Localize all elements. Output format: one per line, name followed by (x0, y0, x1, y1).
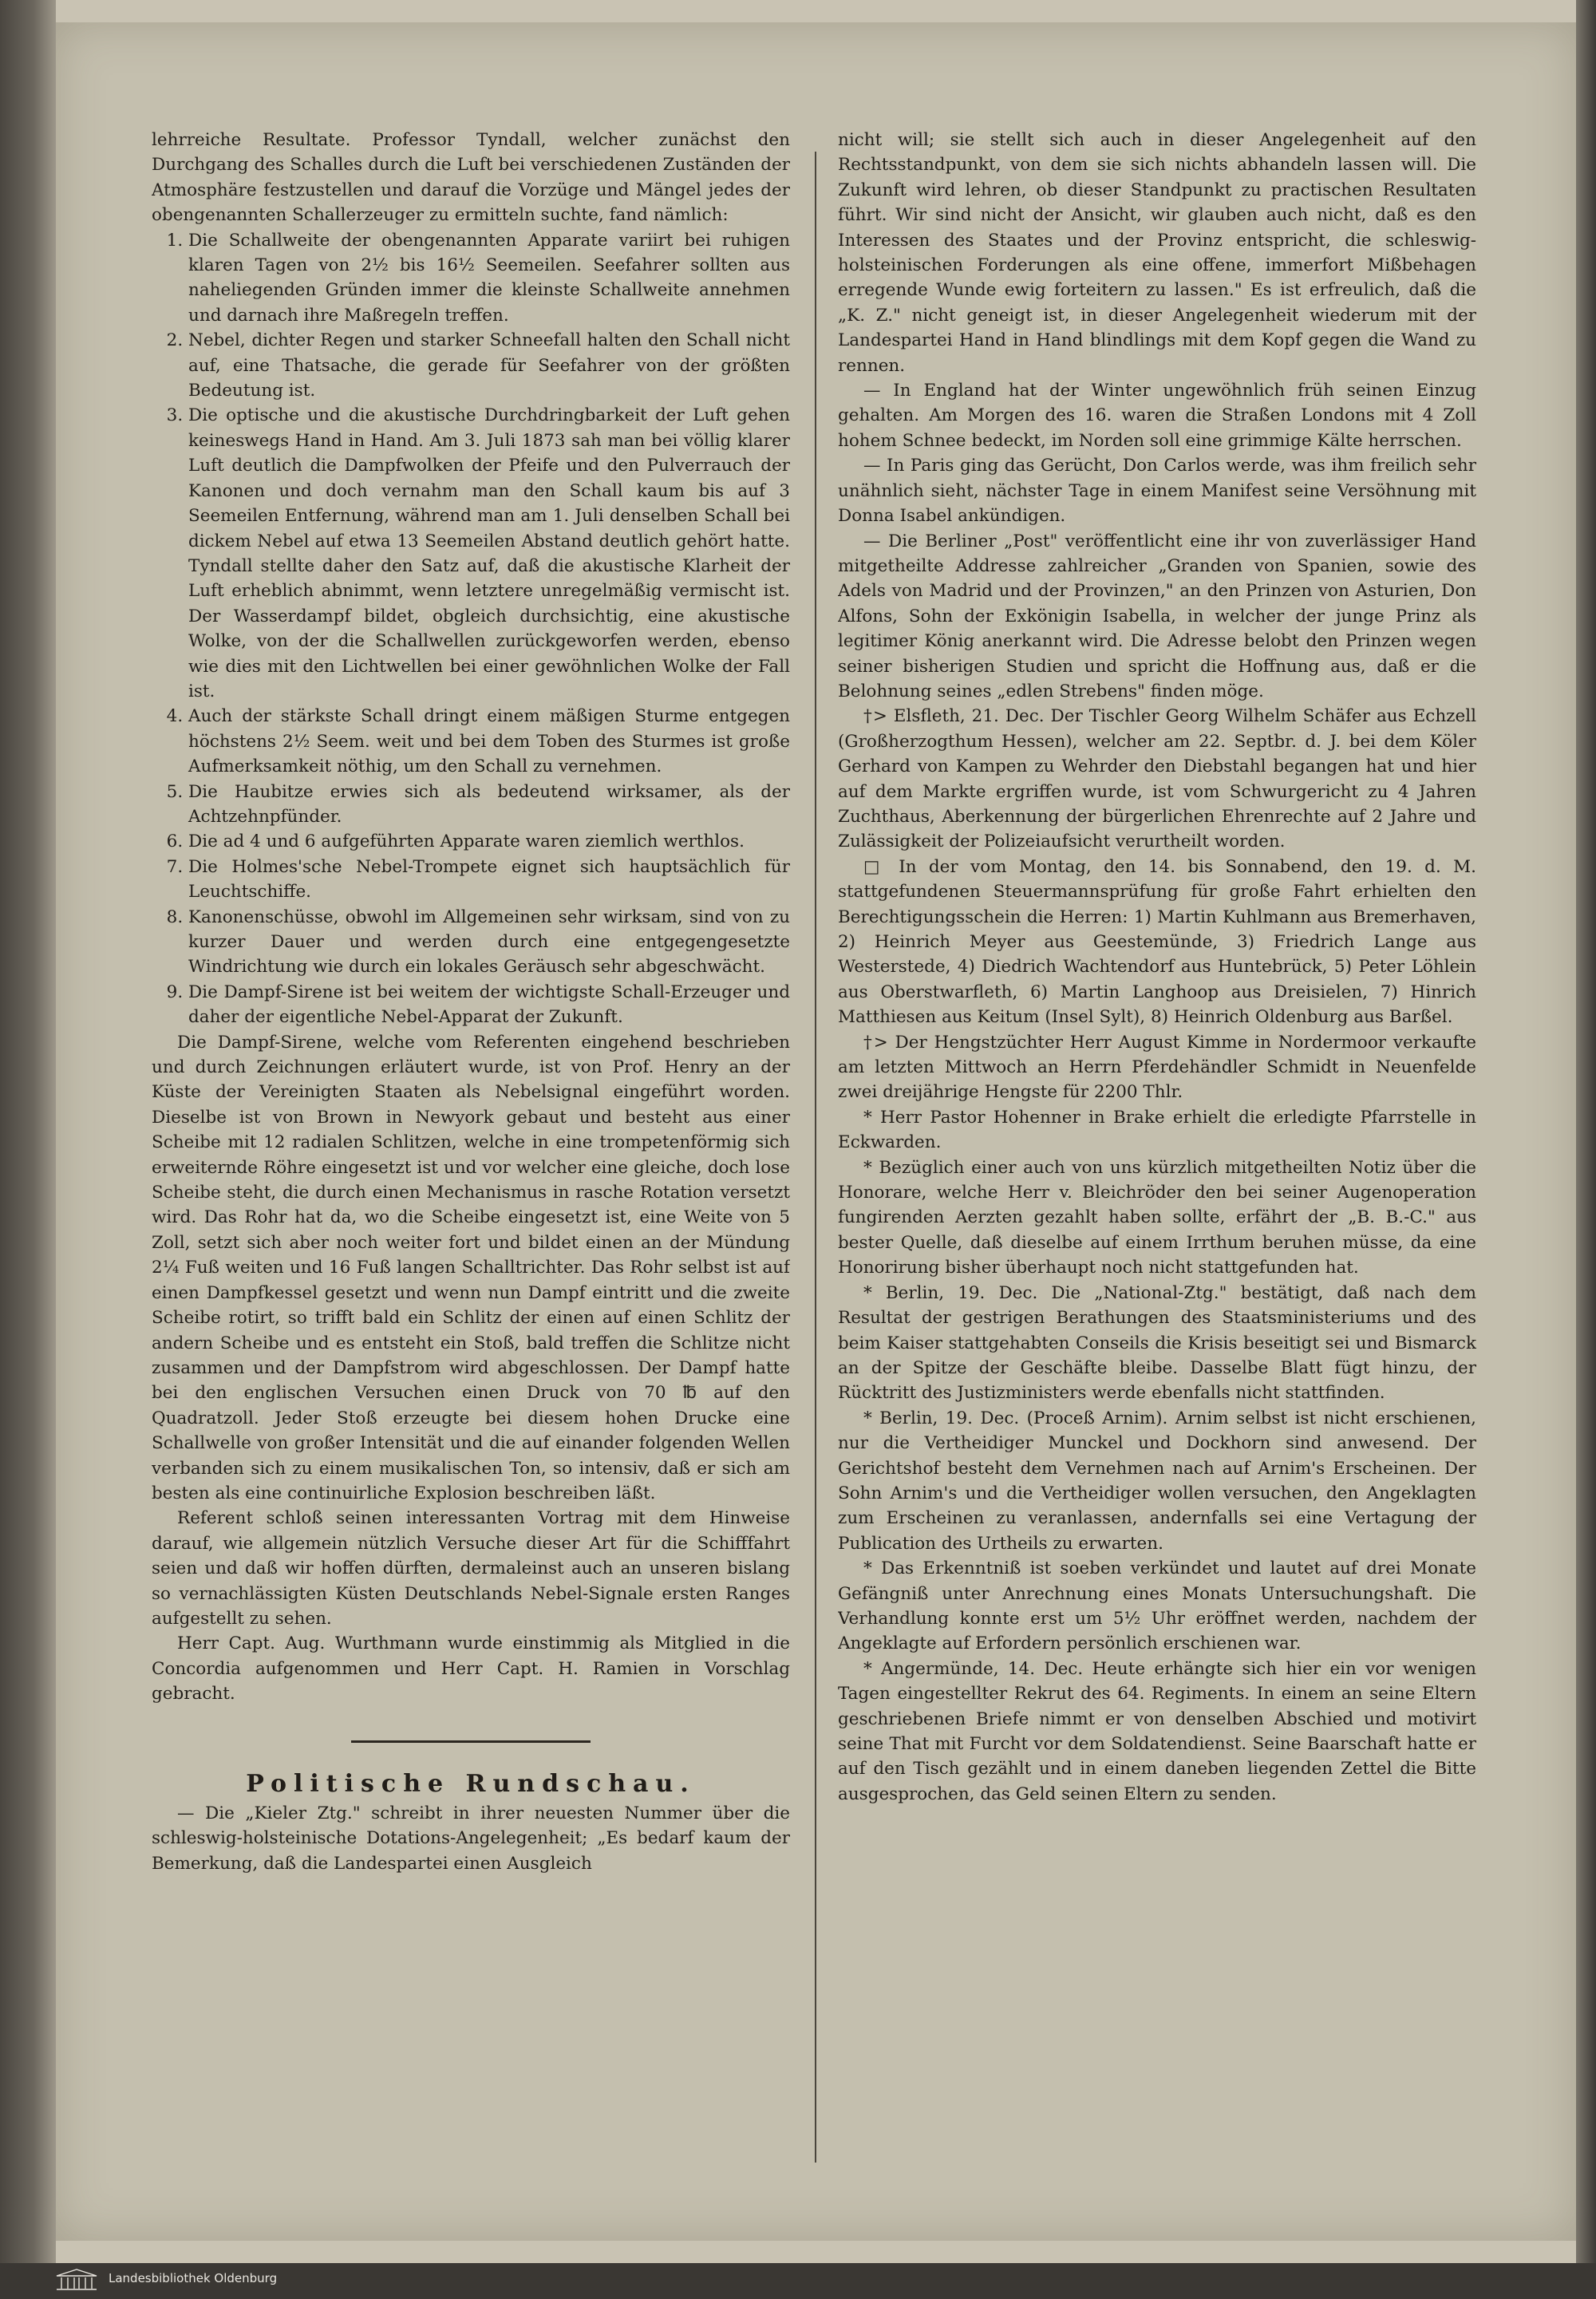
library-building-icon (54, 2268, 99, 2292)
news-paragraph: * Angermünde, 14. Dec. Heute erhängte sich hier ein vor wenigen Tagen eingestellter Rekrut des 64. Regiments. In einem an seine Eltern geschriebenen Briefe nimmt er von denselben Abschied und motivirt seine That mit Furcht vor dem Soldatendienst. Seine Baarschaft hatte er auf den Tisch gezählt und in einem daneben liegenden Zettel die Bitte ausgesprochen, das Geld seinen Eltern zu senden. (838, 1658, 1476, 1804)
finding-item: 4. Auch der stärkste Schall dringt einem mäßigen Sturme entgegen höchstens 2½ Seem. weit und bei dem Toben des Sturmes ist große Aufmerksamkeit nöthig, um den Schall zu vernehmen. (188, 704, 790, 779)
steam-siren-paragraph: Die Dampf-Sirene, welche vom Referenten eingehend beschrieben und durch Zeichnungen erläutert wurde, ist von Prof. Henry an der Küste der Vereinigten Staaten als Nebelsignal eingeführt worden. Dieselbe ist von Brown in Newyork gebaut und besteht aus einer Scheibe mit 12 radialen Schlitzen, welche in eine trompetenförmig sich erweiternde Röhre eingesetzt ist und vor welcher eine gleiche, doch lose Scheibe steht, die durch einen Mechanismus in rasche Rotation versetzt wird. Das Rohr hat da, wo die Scheibe eingesetzt ist, eine Weite von 5 Zoll, setzt sich aber noch weiter fort und bildet einen an der Mündung 2¼ Fuß weiten und 16 Fuß langen Schalltrichter. Das Rohr selbst ist auf einen Dampfkessel gesetzt und wenn nun Dampf eintritt und die zweite Scheibe rotirt, so trifft bald ein Schlitz der einen auf einen Schlitz der andern Scheibe und es entsteht ein Stoß, bald treffen die Schlitze nicht zusammen und der Dampfstrom wird abgeschlossen. Der Dampf hatte bei den englischen Versuchen einen Druck von 70 ℔ auf den Quadratzoll. Jeder Stoß erzeugte bei diesem hohen Drucke eine Schallwelle von großer Intensität und die auf einander folgenden Wellen verbanden sich zu einem musikalischen Ton, so intensiv, daß er sich am besten als eine continuirliche Explosion beschreiben läßt. (152, 1032, 790, 1503)
column-divider (815, 152, 816, 2163)
news-paragraph: * Berlin, 19. Dec. (Proceß Arnim). Arnim selbst ist nicht erschienen, nur die Vertheidiger Munckel und Dockhorn sind anwesend. Der Gerichtshof besteht dem Vernehmen nach auf Arnim's Erscheinen. Der Sohn Arnim's und die Vertheidiger wollen versuchen, den Angeklagten zum Erscheinen zu veranlassen, andernfalls sei eine Vertagung der Publication des Urtheils zu erwarten. (838, 1408, 1476, 1554)
intro-paragraph: lehrreiche Resultate. Professor Tyndall, welcher zunächst den Durchgang des Schalles durch die Luft bei verschiedenen Zuständen der Atmosphäre festzustellen und darauf die Vorzüge und Mängel jedes der obengenannten Schallerzeuger zu ermitteln suchte, fand nämlich: (152, 130, 790, 226)
finding-item: 1. Die Schallweite der obengenannten Apparate variirt bei ruhigen klaren Tagen von 2½ bis 16½ Seemeilen. Seefahrer sollten aus naheliegenden Gründen immer die kleinste Schallweite annehmen und darnach ihre Maßregeln treffen. (188, 228, 790, 329)
news-paragraph: — In England hat der Winter ungewöhnlich früh seinen Einzug gehalten. Am Morgen des 16. waren die Straßen Londons mit 4 Zoll hohem Schnee bedeckt, im Norden soll eine grimmige Kälte herrschen. (838, 381, 1476, 451)
news-paragraph: †> Der Hengstzüchter Herr August Kimme in Nordermoor verkaufte am letzten Mittwoch an Herrn Pferdehändler Schmidt in Neuenfelde zwei dreijährige Hengste für 2200 Thlr. (838, 1032, 1476, 1103)
section-heading: Politische Rundschau. (246, 1769, 696, 1798)
kieler-ztg-paragraph: — Die „Kieler Ztg." schreibt in ihrer neuesten Nummer über die schleswig-holsteinische Dotations-Angelegenheit; „Es bedarf kaum der Bemerkung, daß die Landespartei einen Ausgleich (152, 1803, 790, 1874)
news-paragraph: — In Paris ging das Gerücht, Don Carlos werde, was ihm freilich sehr unähnlich sieht, nächster Tage in einem Manifest seine Versöhnung mit Donna Isabel ankündigen. (838, 456, 1476, 527)
finding-item: 5. Die Haubitze erwies sich als bedeutend wirksamer, als der Achtzehnpfünder. (188, 780, 790, 830)
news-paragraph: nicht will; sie stellt sich auch in dieser Angelegenheit auf den Rechtsstandpunkt, von dem sie sich nichts abhandeln lassen will. Die Zukunft wird lehren, ob dieser Standpunkt zu practischen Resultaten führt. Wir sind nicht der Ansicht, wir glauben auch nicht, daß es den Interessen des Staates und der Provinz entspricht, die schleswig-holsteinischen Forderungen als eine offene, immerfort Mißbehagen erregende Wunde ewig forteitern zu lassen." Es ist erfreulich, daß die „K. Z." nicht geneigt ist, in dieser Angelegenheit wiederum mit der Landespartei Hand in Hand blindlings mit dem Kopf gegen die Wand zu rennen. (838, 130, 1476, 376)
news-paragraph: □ In der vom Montag, den 14. bis Sonnabend, den 19. d. M. stattgefundenen Steuermannsprüfung für große Fahrt erhielten den Berechtigungsschein die Herren: 1) Martin Kuhlmann aus Bremerhaven, 2) Heinrich Meyer aus Geestemünde, 3) Friedrich Lange aus Westerstede, 4) Diedrich Wachtendorf aus Huntebrück, 5) Peter Löhlein aus Oberstwarfleth, 6) Martin Langhoop aus Dreisielen, 7) Hinrich Matthiesen aus Keitum (Insel Sylt), 8) Heinrich Oldenburg aus Barßel. (838, 856, 1476, 1028)
finding-item: 9. Die Dampf-Sirene ist bei weitem der wichtigste Schall-Erzeuger und daher der eigentliche Nebel-Apparat der Zukunft. (188, 980, 790, 1030)
right-column (838, 128, 1476, 2139)
news-paragraph: * Das Erkenntniß ist soeben verkündet und lautet auf drei Monate Gefängniß unter Anrechnung eines Monats Untersuchungshaft. Die Verhandlung konnte erst um 5½ Uhr eröffnet werden, nachdem der Angeklagte auf Erfordern persönlich erschienen war. (838, 1558, 1476, 1654)
closing-paragraph: Referent schloß seinen interessanten Vortrag mit dem Hinweise darauf, wie allgemein nützlich Versuche dieser Art für die Schifffahrt seien und daß wir hoffen dürften, dermaleinst auch an unseren bislang so vernachlässigten Küsten Deutschlands Nebel-Signale ersten Ranges aufgestellt zu sehen. (152, 1508, 790, 1629)
news-paragraph: — Die Berliner „Post" veröffentlicht eine ihr von zuverlässiger Hand mitgetheilte Addresse zahlreicher „Granden von Spanien, sowie des Adels von Madrid und der Provinzen," an den Prinzen von Asturien, Don Alfons, Sohn der Exkönigin Isabella, in welcher der junge Prinz als legitimer König anerkannt wird. Die Adresse belobt den Prinzen wegen seiner bisherigen Studien und spricht die Hoffnung aus, daß er die Belohnung seines „edlen Strebens" finden möge. (838, 531, 1476, 701)
left-column (152, 128, 790, 2139)
scan-left-edge (0, 0, 56, 2299)
library-name: Landesbibliothek Oldenburg (109, 2271, 278, 2285)
finding-item: 2. Nebel, dichter Regen und starker Schneefall halten den Schall nicht auf, eine Thatsache, die gerade für Seefahrer von der größten Bedeutung ist. (188, 328, 790, 403)
finding-item: 3. Die optische und die akustische Durchdringbarkeit der Luft gehen keineswegs Hand in Hand. Am 3. Juli 1873 sah man bei völlig klarer Luft deutlich die Dampfwolken der Pfeife und den Pulverrauch der Kanonen und doch vernahm man den Schall kaum bis auf 3 Seemeilen Entfernung, während man am 1. Juli denselben Schall bei dickem Nebel auf etwa 13 Seemeilen Abstand deutlich gehört hatte. Tyndall stellte daher den Satz auf, daß die akustische Klarheit der Luft erheblich abnimmt, wenn letztere unregelmäßig vermischt ist. Der Wasserdampf bildet, obgleich durchsichtig, eine akustische Wolke, von der die Schallwellen zurückgeworfen werden, ebenso wie dies mit den Lichtwellen bei einer gewöhnlichen Wolke der Fall ist. (188, 403, 790, 704)
news-paragraph: †> Elsfleth, 21. Dec. Der Tischler Georg Wilhelm Schäfer aus Echzell (Großherzogthum Hessen), welcher am 22. Septbr. d. J. bei dem Köler Gerhard von Kampen zu Wehrder den Diebstahl begangen hat und hier auf dem Markte ergriffen wurde, ist vom Schwurgericht zu 4 Jahren Zuchthaus, Aberkennung der bürgerlichen Ehrenrechte auf 2 Jahre und Zulässigkeit der Polizeiaufsicht verurtheilt worden. (838, 706, 1476, 852)
news-paragraph: * Bezüglich einer auch von uns kürzlich mitgetheilten Notiz über die Honorare, welche Herr v. Bleichröder den bei seiner Augenoperation fungirenden Aerzten gezahlt haben sollte, erfährt der „B. B.-C." aus bester Quelle, daß dieselbe auf einem Irrthum beruhen müsse, da eine Honorirung bisher überhaupt noch nicht stattgefunden hat. (838, 1157, 1476, 1278)
membership-paragraph: Herr Capt. Aug. Wurthmann wurde einstimmig als Mitglied in die Concordia aufgenommen und Herr Capt. H. Ramien in Vorschlag gebracht. (152, 1633, 790, 1704)
section-divider (351, 1740, 591, 1743)
tyndall-findings-list (152, 228, 790, 1030)
news-paragraph: * Herr Pastor Hohenner in Brake erhielt die erledigte Pfarrstelle in Eckwarden. (838, 1107, 1476, 1153)
news-paragraph: * Berlin, 19. Dec. Die „National-Ztg." bestätigt, daß nach dem Resultat der gestrigen Berathungen des Staatsministeriums und des beim Kaiser stattgehabten Conseils die Krisis beseitigt sei und Bismarck an der Spitze der Geschäfte bleibe. Dasselbe Blatt fügt hinzu, der Rücktritt des Justizministers werde ebenfalls nicht stattfinden. (838, 1282, 1476, 1404)
scan-right-edge (1576, 0, 1596, 2299)
finding-item: 8. Kanonenschüsse, obwohl im Allgemeinen sehr wirksam, sind von zu kurzer Dauer und werden durch eine entgegengesetzte Windrichtung wie durch ein lokales Geräusch sehr abgeschwächt. (188, 905, 790, 980)
finding-item: 7. Die Holmes'sche Nebel-Trompete eignet sich hauptsächlich für Leuchtschiffe. (188, 855, 790, 905)
finding-item: 6. Die ad 4 und 6 aufgeführten Apparate waren ziemlich werthlos. (188, 829, 790, 854)
